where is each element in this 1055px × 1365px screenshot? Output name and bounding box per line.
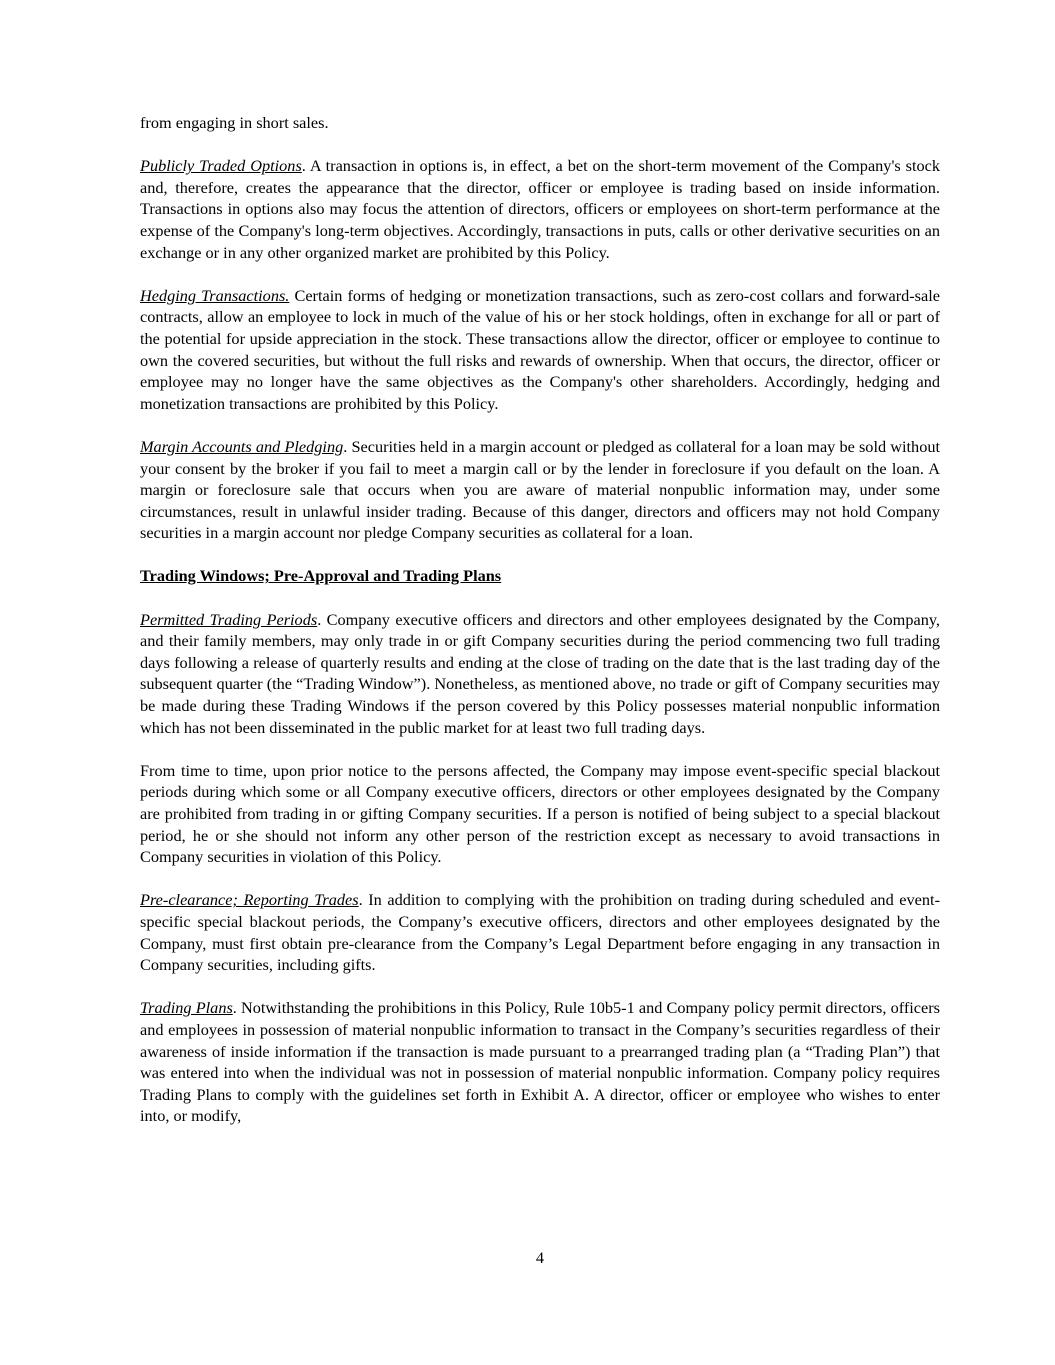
section-lead-options: Publicly Traded Options — [140, 156, 302, 176]
document-page — [140, 112, 940, 1149]
section-lead-hedging: Hedging Transactions. — [140, 285, 290, 305]
section-body-hedging: Certain forms of hedging or monetization transactions, such as zero-cost collars and forward-sale contracts, allow an employee to lock in much of the value of his or her stock holdings, often in exchange for all or part of the potential for upside appreciation in the stock. These transactions allow the director, officer or employee to continue to own the covered securities, but without the full risks and rewards of ownership. When that occurs, the director, officer or employee may no longer have the same objectives as the Company's other shareholders. Accordingly, hedging and monetization transactions are prohibited by this Policy. — [140, 285, 940, 413]
pre-clearance-paragraph — [140, 889, 940, 975]
trading-windows-heading: Trading Windows; Pre-Approval and Trading Plans — [140, 566, 502, 586]
section-lead-margin: Margin Accounts and Pledging — [140, 436, 344, 456]
page-number: 4 — [535, 1248, 545, 1267]
intro-text: from engaging in short sales. — [140, 113, 329, 132]
section-body-blackout: From time to time, upon prior notice to the persons affected, the Company may impose event-specific special blackout periods during which some or all Company executive officers, directors or other employees designated by the Company are prohibited from trading in or gifting Company securities. If a person is notified of being subject to a special blackout period, he or she should not inform any other person of the restriction except as necessary to avoid transactions in Company securities in violation of this Policy. — [140, 760, 940, 867]
section-body-permitted: . Company executive officers and directors and other employees designated by the Company, and their family members, may only trade in or gift Company securities during the period commencing two full trading days following a release of quarterly results and ending at the close of trading on the date that is the last trading day of the subsequent quarter (the “Trading Window”). Nonetheless, as mentioned above, no trade or gift of Company securities may be made during these Trading Windows if the person covered by this Policy possesses material nonpublic information which has not been disseminated in the public market for at least two full trading days. — [140, 609, 941, 737]
hedging-transactions-paragraph — [140, 285, 940, 415]
blackout-periods-paragraph — [140, 760, 940, 868]
section-body-margin: . Securities held in a margin account or pledged as collateral for a loan may be sold without your consent by the broker if you fail to meet a margin call or by the lender in foreclosure if you default on the loan. A margin or foreclosure sale that occurs when you are aware of material nonpublic information may, under some circumstances, result in unlawful insider trading. Because of this danger, directors and officers may not hold Company securities in a margin account nor pledge Company securities as collateral for a loan. — [140, 436, 940, 543]
section-lead-permitted: Permitted Trading Periods — [140, 609, 318, 629]
trading-plans-paragraph — [140, 997, 940, 1127]
section-lead-plans: Trading Plans — [140, 998, 233, 1018]
section-lead-preclearance: Pre-clearance; Reporting Trades — [140, 890, 359, 910]
permitted-trading-periods-paragraph — [140, 609, 940, 739]
margin-accounts-paragraph — [140, 436, 940, 544]
section-body-plans: . Notwithstanding the prohibitions in this Policy, Rule 10b5-1 and Company policy permit directors, officers and employees in possession of material nonpublic information to transact in the Company’s securities regardless of their awareness of inside information if the transaction is made pursuant to a prearranged trading plan (a “Trading Plan”) that was entered into when the individual was not in possession of material nonpublic information. Company policy requires Trading Plans to comply with the guidelines set forth in Exhibit A. A director, officer or employee who wishes to enter into, or modify, — [140, 998, 940, 1126]
intro-paragraph — [140, 112, 940, 134]
section-body-options: . A transaction in options is, in effect, a bet on the short-term movement of the Company's stock and, therefore, creates the appearance that the director, officer or employee is trading based on inside information. Transactions in options also may focus the attention of directors, officers or employees on short-term performance at the expense of the Company's long-term objectives. Accordingly, transactions in puts, calls or other derivative securities on an exchange or in any other organized market are prohibited by this Policy. — [140, 156, 941, 262]
publicly-traded-options-paragraph — [140, 155, 940, 263]
section-body-preclearance: . In addition to complying with the prohibition on trading during scheduled and event-specific special blackout periods, the Company’s executive officers, directors and other employees designated by the Company, must first obtain pre-clearance from the Company’s Legal Department before engaging in any transaction in Company securities, including gifts. — [140, 890, 940, 975]
